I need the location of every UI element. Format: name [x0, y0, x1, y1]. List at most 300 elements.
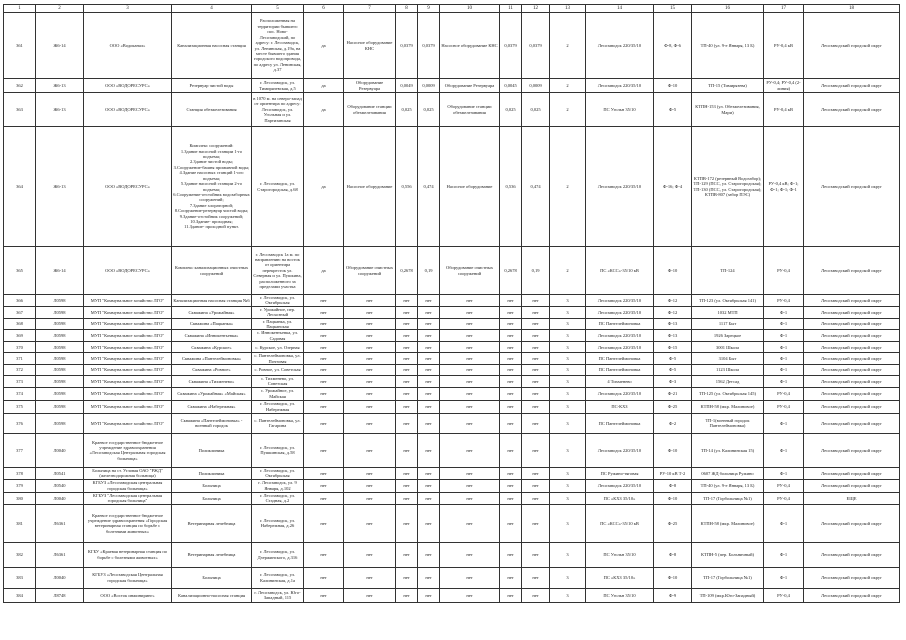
col-equipment-cell: нет — [344, 567, 396, 588]
col-district-cell: Лесозаводский городской округ — [804, 306, 900, 318]
col-object-cell: Комплекс канализационных очистных сооружений — [172, 247, 252, 295]
col-address-cell: г. Лесозаводск, ул. Старогородская, д.68 — [252, 127, 304, 247]
col-district-cell: Лесозаводский городской округ — [804, 13, 900, 79]
col-ru-cell: Ф-1 — [764, 306, 804, 318]
col-power-c-cell: 0,025 — [500, 93, 522, 127]
col-code-cell: Л6361 — [36, 504, 84, 542]
col-district-cell: Лесозаводский городской округ — [804, 588, 900, 602]
col-tp-cell: 1117 Быт — [692, 318, 764, 330]
col-power-c-cell: нет — [500, 400, 522, 413]
col-address-cell: г. Лесозаводск, ул. Дзержинского, д.316 — [252, 542, 304, 567]
col-equipment-cell: нет — [344, 306, 396, 318]
col-ru-cell: РУ-0,4 — [764, 400, 804, 413]
col-address-cell: с. Ровное, ул. Советская — [252, 365, 304, 376]
col-org-cell: Краевое государственное бюджетное учреждение здравоохранения «Городская ветеринарная станция по борьбе с болезнями животных» — [84, 504, 172, 542]
col-power-c-cell: нет — [500, 376, 522, 388]
col-address-cell: с. Иннокентьевка, ул. Садовая — [252, 330, 304, 342]
col-equipment-cell: нет — [344, 433, 396, 467]
col-feeder-cell: Ф-8 — [654, 479, 692, 492]
col-num-cell: 376 — [4, 413, 36, 433]
col-tp-cell: 3104 Быт — [692, 353, 764, 365]
col-equipment-cell: нет — [344, 330, 396, 342]
col-feeder-cell: Ф-8, Ф-6 — [654, 13, 692, 79]
col-address-cell: с. Урожайное, ул. Майская — [252, 387, 304, 400]
col-substation-cell: ПС Угольн 35/10 — [586, 588, 654, 602]
col-org-cell: ООО «ВОДОРЕСУРС» — [84, 93, 172, 127]
col-address-cell: г. Лесозаводск, ул. Набережная — [252, 400, 304, 413]
col-substation-cell: ПС «КХЗ 35/10» — [586, 492, 654, 504]
col-equipment-cell: нет — [344, 400, 396, 413]
column-header: 4 — [172, 5, 252, 13]
col-equipment-2-cell: нет — [440, 318, 500, 330]
col-ru-cell: РУ-0,4 — [764, 588, 804, 602]
col-org-cell: МУП "Коммунальное хозяйство ЛГО" — [84, 353, 172, 365]
table-row — [4, 318, 900, 330]
col-feeder-cell: Ф-10 — [654, 433, 692, 467]
column-header: 1 — [4, 5, 36, 13]
col-tp-cell: 1562 Детсад — [692, 376, 764, 388]
col-feeder-cell: Ф-5 — [654, 353, 692, 365]
col-num-cell: 371 — [4, 353, 36, 365]
col-category-cell: 2 — [550, 93, 586, 127]
col-feeder-cell: Ф-9 — [654, 588, 692, 602]
col-ru-cell: РУ-0,4 — [764, 247, 804, 295]
table-row — [4, 13, 900, 79]
col-power-d-cell: нет — [522, 295, 550, 307]
col-ru-cell: Ф-1 — [764, 376, 804, 388]
col-object-cell: Ветеринарная лечебница — [172, 504, 252, 542]
col-power-d-cell: нет — [522, 492, 550, 504]
table-row — [4, 387, 900, 400]
col-substation-cell: Лесозаводск 220/35/10 — [586, 387, 654, 400]
col-object-cell: Поликлиника — [172, 467, 252, 479]
col-object-cell: Скважина «Урожайная» «Майская» — [172, 387, 252, 400]
col-category-cell: 3 — [550, 387, 586, 400]
col-object-cell: Скважина «Курское» — [172, 342, 252, 353]
col-power-b-cell: нет — [418, 492, 440, 504]
col-equipment-cell: нет — [344, 353, 396, 365]
col-power-a-cell: нет — [396, 542, 418, 567]
col-category-cell: 3 — [550, 467, 586, 479]
col-feeder-cell: Ф-8 — [654, 542, 692, 567]
col-org-cell: ООО «ВОДОРЕСУРС» — [84, 247, 172, 295]
col-equipment-2-cell: Оборудование станции обезжелезивания — [440, 93, 500, 127]
col-power-a-cell: нет — [396, 318, 418, 330]
col-power-b-cell: нет — [418, 387, 440, 400]
col-equipment-2-cell: нет — [440, 588, 500, 602]
col-flag-cell: да — [304, 79, 344, 93]
col-district-cell: Лесозаводский городской округ — [804, 400, 900, 413]
col-flag-cell: нет — [304, 467, 344, 479]
col-ru-cell: РУ-0,4 — [764, 387, 804, 400]
col-tp-cell: 1123 Школа — [692, 365, 764, 376]
col-power-c-cell: 0,0045 — [500, 79, 522, 93]
col-equipment-2-cell: нет — [440, 567, 500, 588]
col-category-cell: 3 — [550, 400, 586, 413]
column-header: 12 — [522, 5, 550, 13]
col-flag-cell: нет — [304, 433, 344, 467]
col-org-cell: ООО «Водоканал» — [84, 13, 172, 79]
col-power-a-cell: нет — [396, 467, 418, 479]
col-ru-cell: РУ-0,4 кВ; Ф-1; Ф-1; Ф-1; Ф-1 — [764, 127, 804, 247]
col-object-cell: Ветеринарная лечебница — [172, 542, 252, 567]
col-power-c-cell: нет — [500, 295, 522, 307]
col-substation-cell: Лесозаводск 220/35/10 — [586, 127, 654, 247]
col-substation-cell: ПС Ружино-тяговая — [586, 467, 654, 479]
col-object-cell: Скважина «Ровное» — [172, 365, 252, 376]
col-power-b-cell: нет — [418, 433, 440, 467]
column-header: 9 — [418, 5, 440, 13]
col-ru-cell: Ф-1 — [764, 433, 804, 467]
col-ru-cell: РУ-0,4; РУ-0,4 (2-линия) — [764, 79, 804, 93]
col-power-c-cell: нет — [500, 433, 522, 467]
col-equipment-2-cell: нет — [440, 492, 500, 504]
col-power-c-cell: 0,2678 — [500, 247, 522, 295]
col-code-cell: Л0541 — [36, 467, 84, 479]
col-district-cell: Лесозаводский городской округ — [804, 342, 900, 353]
col-power-b-cell: нет — [418, 479, 440, 492]
column-header: 3 — [84, 5, 172, 13]
col-ru-cell: Ф-1 — [764, 567, 804, 588]
col-power-b-cell: нет — [418, 376, 440, 388]
col-category-cell: 2 — [550, 13, 586, 79]
col-tp-cell: ТП-109 (мкр.Юго-Западный) — [692, 588, 764, 602]
col-power-a-cell: 0,2678 — [396, 247, 418, 295]
col-tp-cell: КТПН-58 (мкр. Малиновое) — [692, 504, 764, 542]
col-tp-cell: 1926 Зарецкое — [692, 330, 764, 342]
col-org-cell: ООО «Восток инжиниринг» — [84, 588, 172, 602]
col-power-c-cell: нет — [500, 387, 522, 400]
col-district-cell: Лесозаводский городской округ — [804, 504, 900, 542]
col-power-a-cell: нет — [396, 295, 418, 307]
col-code-cell: Л0598 — [36, 413, 84, 433]
table-row — [4, 588, 900, 602]
col-category-cell: 3 — [550, 567, 586, 588]
col-substation-cell: ПС «КСС»-35/10 кВ — [586, 247, 654, 295]
col-org-cell: МУП "Коммунальное хозяйство ЛГО" — [84, 365, 172, 376]
col-equipment-cell: нет — [344, 387, 396, 400]
col-object-cell: Канализационно-насосная станция — [172, 588, 252, 602]
col-power-d-cell: нет — [522, 342, 550, 353]
col-tp-cell: ТП-14 (ул. Калининская 15) — [692, 433, 764, 467]
col-power-d-cell: 0,474 — [522, 127, 550, 247]
col-num-cell: 367 — [4, 306, 36, 318]
col-substation-cell: ПС «КХЗ 35/10» — [586, 567, 654, 588]
col-code-cell: Л6361 — [36, 542, 84, 567]
col-substation-cell: Лесозаводск 220/35/10 — [586, 306, 654, 318]
col-power-c-cell: нет — [500, 342, 522, 353]
col-power-b-cell: нет — [418, 365, 440, 376]
col-category-cell: 3 — [550, 342, 586, 353]
col-equipment-2-cell: нет — [440, 504, 500, 542]
col-substation-cell: ПС Пантелеймоновка — [586, 318, 654, 330]
col-power-d-cell: 0,0009 — [522, 79, 550, 93]
col-power-b-cell: нет — [418, 295, 440, 307]
col-power-a-cell: нет — [396, 479, 418, 492]
header-row — [4, 5, 900, 13]
col-tp-cell: ТП-40 (ул. 9-е Января, 13 Б) — [692, 479, 764, 492]
col-num-cell: 375 — [4, 400, 36, 413]
col-power-d-cell: нет — [522, 567, 550, 588]
col-ru-cell: Ф-1 — [764, 365, 804, 376]
col-equipment-cell: Насосное оборудование КНС — [344, 13, 396, 79]
col-substation-cell: 4 Тихменево — [586, 376, 654, 388]
col-code-cell: Л0598 — [36, 306, 84, 318]
col-power-d-cell: нет — [522, 467, 550, 479]
col-power-c-cell: нет — [500, 567, 522, 588]
col-flag-cell: нет — [304, 353, 344, 365]
col-equipment-cell: нет — [344, 504, 396, 542]
col-district-cell: Лесозаводский городской округ — [804, 479, 900, 492]
col-power-c-cell: нет — [500, 330, 522, 342]
col-equipment-cell: нет — [344, 588, 396, 602]
col-object-cell: Скважина «Пацканка» — [172, 318, 252, 330]
col-feeder-cell: Ф-5 — [654, 93, 692, 127]
table-row — [4, 127, 900, 247]
col-district-cell: Лесозаводский городской округ — [804, 330, 900, 342]
table-row — [4, 504, 900, 542]
col-num-cell: 373 — [4, 376, 36, 388]
table-row — [4, 330, 900, 342]
column-header: 5 — [252, 5, 304, 13]
col-tp-cell: ТП-123 (ул. Октябрьская 141) — [692, 295, 764, 307]
data-table — [3, 4, 900, 603]
col-code-cell: Л0040 — [36, 492, 84, 504]
col-feeder-cell: Ф-10 — [654, 567, 692, 588]
col-equipment-cell: Оборудование станции обезжелезивания — [344, 93, 396, 127]
col-address-cell: с. Курское, ул. Озерная — [252, 342, 304, 353]
col-power-b-cell: 0,474 — [418, 127, 440, 247]
col-address-cell: в 1070 м. на северо-запад от ориентира по адресу: Лесозаводск, ул. Угольная и ул. Партизанская — [252, 93, 304, 127]
col-power-b-cell: нет — [418, 342, 440, 353]
col-equipment-2-cell: нет — [440, 353, 500, 365]
col-equipment-cell: нет — [344, 492, 396, 504]
col-equipment-cell: нет — [344, 295, 396, 307]
col-address-cell: г. Лесозаводск, ул. 9 Января, д.102 — [252, 479, 304, 492]
col-code-cell: Ж6-13 — [36, 93, 84, 127]
table-row — [4, 413, 900, 433]
col-tp-cell: КТПВ-172 (резервный Водозабор); ТП-129 (ПСС, ул. Старогородская); ТП-130 (ПСС, ул. Старогородская); КТПВ-807 (забор ПЭС) — [692, 127, 764, 247]
col-address-cell: с. Тихменево, ул. Советская — [252, 376, 304, 388]
col-code-cell: Ж6-14 — [36, 247, 84, 295]
col-num-cell: 362 — [4, 79, 36, 93]
col-equipment-2-cell: нет — [440, 330, 500, 342]
col-flag-cell: нет — [304, 588, 344, 602]
col-flag-cell: нет — [304, 387, 344, 400]
col-power-c-cell: 0,536 — [500, 127, 522, 247]
col-power-d-cell: нет — [522, 504, 550, 542]
col-object-cell: Скважина «Пантелеймоновка» - военный городок — [172, 413, 252, 433]
table-row — [4, 400, 900, 413]
col-feeder-cell: Ф-15 — [654, 342, 692, 353]
col-feeder-cell: Ф-2 — [654, 413, 692, 433]
col-num-cell: 369 — [4, 330, 36, 342]
col-power-a-cell: нет — [396, 433, 418, 467]
col-district-cell: Лесозаводский городской округ — [804, 353, 900, 365]
col-tp-cell: ТП-125 (ул. Октябрьская 145) — [692, 387, 764, 400]
col-substation-cell: ПС Пантелеймоновка — [586, 365, 654, 376]
column-header: 8 — [396, 5, 418, 13]
col-equipment-cell: Насосное оборудование — [344, 127, 396, 247]
col-code-cell: Л8748 — [36, 588, 84, 602]
col-tp-cell: КТПН-153 (ул. Обезжелезивания, Мари) — [692, 93, 764, 127]
col-address-cell: г. Лесозаводск, ул. Набережная, д.26 — [252, 504, 304, 542]
col-equipment-2-cell: нет — [440, 479, 500, 492]
col-equipment-cell: нет — [344, 467, 396, 479]
col-equipment-2-cell: нет — [440, 433, 500, 467]
col-code-cell: Л0598 — [36, 353, 84, 365]
col-power-a-cell: нет — [396, 306, 418, 318]
col-org-cell: МУП "Коммунальное хозяйство ЛГО" — [84, 330, 172, 342]
col-address-cell: г. Лесозаводск, ул. Октябрьская — [252, 467, 304, 479]
col-org-cell: МУП "Коммунальное хозяйство ЛГО" — [84, 342, 172, 353]
col-address-cell: Расположенная на территории бывшего пос. Ново-Лесозаводский, по адресу: г. Лесозаводск, ул. Ленинская, д.19а, на месте бывшего здания городского водопровода, по адресу ул. Ленинская, д.37 — [252, 13, 304, 79]
col-category-cell: 3 — [550, 492, 586, 504]
col-power-b-cell: нет — [418, 353, 440, 365]
col-feeder-cell: Ф-10 — [654, 492, 692, 504]
col-object-cell: Поликлиника — [172, 433, 252, 467]
col-num-cell: 363 — [4, 93, 36, 127]
col-equipment-cell: нет — [344, 479, 396, 492]
col-feeder-cell: Ф-25 — [654, 504, 692, 542]
col-equipment-2-cell: нет — [440, 342, 500, 353]
col-object-cell: Канализационная насосная станция №6 — [172, 295, 252, 307]
col-ru-cell: Ф-1 — [764, 330, 804, 342]
table-row — [4, 479, 900, 492]
col-code-cell: Ж6-13 — [36, 79, 84, 93]
table-row — [4, 365, 900, 376]
col-tp-cell: КТПН-58 (мкр. Малиновое) — [692, 400, 764, 413]
column-header: 15 — [654, 5, 692, 13]
col-substation-cell: Лесозаводск 220/35/10 — [586, 479, 654, 492]
col-power-b-cell: нет — [418, 467, 440, 479]
col-tp-cell: ТП-15 (Тимирязева) — [692, 79, 764, 93]
col-power-c-cell: нет — [500, 353, 522, 365]
col-power-b-cell: нет — [418, 504, 440, 542]
col-power-d-cell: нет — [522, 413, 550, 433]
col-ru-cell: РУ-0,4 — [764, 295, 804, 307]
col-substation-cell: Лесозаводск 220/35/10 — [586, 342, 654, 353]
col-category-cell: 3 — [550, 318, 586, 330]
col-num-cell: 364 — [4, 127, 36, 247]
col-flag-cell: да — [304, 93, 344, 127]
col-equipment-2-cell: нет — [440, 365, 500, 376]
column-header: 17 — [764, 5, 804, 13]
col-power-b-cell: нет — [418, 567, 440, 588]
col-num-cell: 378 — [4, 467, 36, 479]
table-row — [4, 467, 900, 479]
table-row — [4, 295, 900, 307]
col-category-cell: 2 — [550, 247, 586, 295]
col-feeder-cell: Ф-3 — [654, 376, 692, 388]
col-category-cell: 3 — [550, 306, 586, 318]
col-feeder-cell: Ф-12 — [654, 295, 692, 307]
col-power-a-cell: нет — [396, 376, 418, 388]
col-power-d-cell: нет — [522, 376, 550, 388]
col-category-cell: 3 — [550, 542, 586, 567]
col-power-c-cell: нет — [500, 492, 522, 504]
col-ru-cell: Ф-1 — [764, 342, 804, 353]
col-district-cell: Лесозаводский городской округ — [804, 93, 900, 127]
col-district-cell: Лесозаводский городской округ — [804, 567, 900, 588]
col-ru-cell: Ф-1 — [764, 318, 804, 330]
col-feeder-cell: РУ-10 кВ Т-2 — [654, 467, 692, 479]
col-feeder-cell: Ф-13 — [654, 318, 692, 330]
col-code-cell: Л0040 — [36, 567, 84, 588]
col-num-cell: 361 — [4, 13, 36, 79]
col-power-d-cell: нет — [522, 306, 550, 318]
col-substation-cell: Лесозаводск 220/35/10 — [586, 295, 654, 307]
col-flag-cell: нет — [304, 479, 344, 492]
column-header: 7 — [344, 5, 396, 13]
col-category-cell: 3 — [550, 588, 586, 602]
col-power-c-cell: нет — [500, 588, 522, 602]
col-power-a-cell: нет — [396, 492, 418, 504]
col-org-cell: ООО «ВОДОРЕСУРС» — [84, 127, 172, 247]
col-power-c-cell: нет — [500, 318, 522, 330]
col-org-cell: МУП "Коммунальное хозяйство ЛГО" — [84, 295, 172, 307]
col-power-d-cell: 0,0379 — [522, 13, 550, 79]
col-power-d-cell: нет — [522, 318, 550, 330]
col-substation-cell: Лесозаводск 220/35/10 — [586, 13, 654, 79]
col-district-cell: Лесозаводский городской округ — [804, 247, 900, 295]
table-row — [4, 306, 900, 318]
col-org-cell: МУП "Коммунальное хозяйство ЛГО" — [84, 413, 172, 433]
col-power-a-cell: нет — [396, 588, 418, 602]
col-object-cell: Больница — [172, 567, 252, 588]
table-row — [4, 342, 900, 353]
table-row — [4, 376, 900, 388]
col-tp-cell: ТП-40 (ул. 9-е Января, 13 Б) — [692, 13, 764, 79]
col-district-cell: Лесозаводский городской округ — [804, 467, 900, 479]
col-flag-cell: нет — [304, 318, 344, 330]
col-equipment-2-cell: Оборудование Резервуара — [440, 79, 500, 93]
col-org-cell: ООО «ВОДОРЕСУРС» — [84, 79, 172, 93]
col-power-d-cell: нет — [522, 353, 550, 365]
col-district-cell: Лесозаводский городской округ — [804, 295, 900, 307]
col-power-b-cell: нет — [418, 306, 440, 318]
col-power-a-cell: нет — [396, 400, 418, 413]
col-address-cell: г. Лесозаводск, ул. Октябрьская — [252, 295, 304, 307]
col-power-d-cell: нет — [522, 433, 550, 467]
col-equipment-2-cell: нет — [440, 295, 500, 307]
col-address-cell: г. Пацканка, ул. Пацканская — [252, 318, 304, 330]
col-num-cell: 379 — [4, 479, 36, 492]
col-substation-cell: ПС Пантелеймоновка — [586, 413, 654, 433]
column-header: 2 — [36, 5, 84, 13]
col-ru-cell: Ф-1 — [764, 542, 804, 567]
col-object-cell: Канализационная насосная станция — [172, 13, 252, 79]
col-flag-cell: нет — [304, 330, 344, 342]
col-equipment-2-cell: нет — [440, 387, 500, 400]
col-power-a-cell: 0,0379 — [396, 13, 418, 79]
col-ru-cell: РУ-0,4 — [764, 492, 804, 504]
col-district-cell: Лесозаводский городской округ — [804, 376, 900, 388]
col-code-cell: Л0540 — [36, 479, 84, 492]
col-org-cell: Краевое государственное бюджетное учреждение здравоохранения «Лесозаводская Центральная городская больница» — [84, 433, 172, 467]
col-num-cell: 383 — [4, 567, 36, 588]
col-power-d-cell: нет — [522, 330, 550, 342]
col-address-cell: г. Лесозаводск 1а м. по направлению на восток от ориентира перекресток ул. Северная и ул. Пушкина, расположенного за пределами участка — [252, 247, 304, 295]
col-object-cell: Скважина «Тихменево» — [172, 376, 252, 388]
col-tp-cell: ТП-17 (Горбольница №1) — [692, 567, 764, 588]
col-equipment-2-cell: нет — [440, 376, 500, 388]
col-num-cell: 372 — [4, 365, 36, 376]
col-equipment-cell: нет — [344, 542, 396, 567]
col-feeder-cell: Ф-12 — [654, 306, 692, 318]
col-address-cell: г. Лесозаводск, ул. Калининская, д.1а — [252, 567, 304, 588]
col-object-cell: Скважина «Пантелеймоновка» — [172, 353, 252, 365]
